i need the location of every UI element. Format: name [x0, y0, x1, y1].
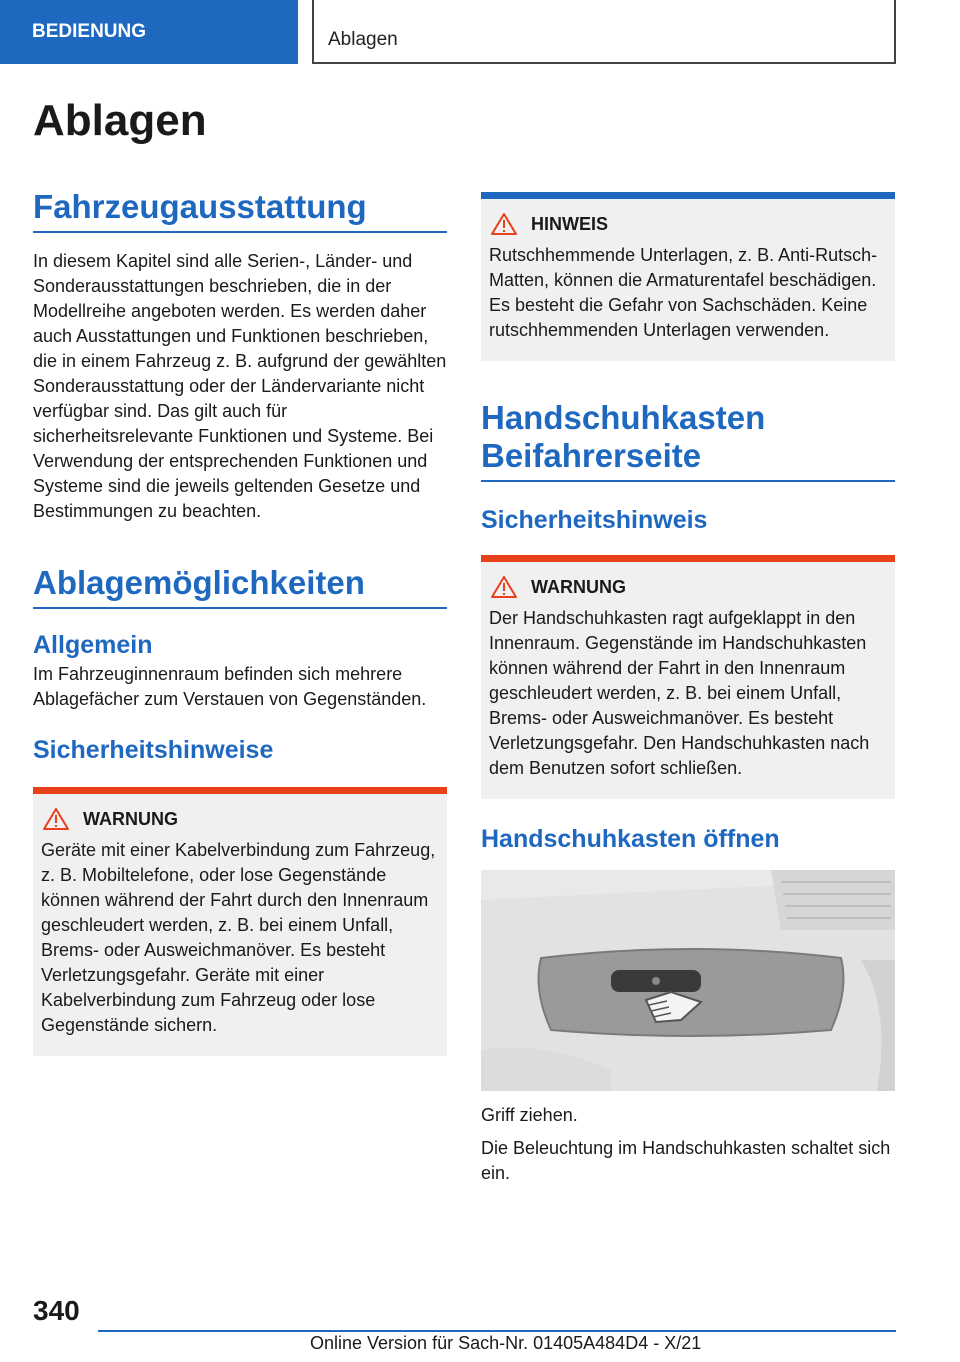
header-section-tab: BEDIENUNG — [0, 0, 298, 64]
paragraph-allgemein: Im Fahrzeuginnenraum befinden sich mehrere Ablagefächer zum Verstauen von Gegenständen. — [33, 664, 427, 709]
footer-online-version: Online Version für Sach-Nr. 01405A484D4 - X/21 — [310, 1333, 702, 1353]
page-title: Ablagen — [33, 96, 207, 145]
warning-box-title — [41, 808, 439, 830]
paragraph-griff-ziehen: Griff ziehen. — [481, 1105, 578, 1125]
paragraph-fahrzeugausstattung: In diesem Kapitel sind alle Serien-, Länder- und Sonderausstattungen beschrieben, die in der Modellreihe angeboten werden. Es werden daher auch Ausstattungen und Funktionen beschrieben, die in einem Fahrzeug z. B. aufgrund der gewählten Sonderausstattung oder der Ländervariante nicht verfügbar sind. Das gilt auch für sicherheitsrelevante Funktionen und Systeme. Bei Verwendung der entsprechenden Funktionen und Systeme sind die jeweils geltenden Gesetze und Bestimmungen zu beachten. — [33, 251, 447, 521]
warning-title-text: WARNUNG — [83, 808, 178, 829]
left-column — [33, 188, 447, 1056]
heading-handschuhkasten-line1: Handschuhkasten — [481, 399, 766, 436]
warning-title-text: WARNUNG — [531, 576, 626, 597]
heading-ablagemoeglichkeiten: Ablagemöglichkeiten — [33, 564, 447, 609]
paragraph-beleuchtung: Die Beleuchtung im Handschuhkasten schaltet sich ein. — [481, 1138, 891, 1183]
heading-sicherheitshinweise: Sicherheitshinweise — [33, 736, 274, 764]
warning-box — [33, 787, 447, 1056]
note-box — [481, 192, 895, 361]
warning-text: Geräte mit einer Kabelverbindung zum Fahrzeug, z. B. Mobiltelefone, oder lose Gegenstände können während der Fahrt durch den Innenraum geschleudert werden, z. B. bei einem Unfall, Brems- oder Ausweichmanöver. Es besteht Verletzungsgefahr. Geräte mit einer Kabelverbindung zum Fahrzeug oder lose Gegenstände sichern. — [41, 840, 436, 1035]
note-text: Rutschhemmende Unterlagen, z. B. Anti-Rutsch-Matten, können die Armaturentafel beschädigen. Es besteht die Gefahr von Sachschäden. Keine rutschhemmenden Unterlagen verwenden. — [489, 245, 878, 340]
heading-fahrzeugausstattung: Fahrzeugausstattung — [33, 188, 447, 233]
heading-allgemein: Allgemein — [33, 631, 153, 659]
note-title-text: HINWEIS — [531, 213, 609, 234]
glovebox-hand-pull-illustration — [481, 870, 895, 1091]
page-number: 340 — [33, 1295, 80, 1326]
warning-triangle-icon — [43, 808, 69, 830]
warning-text: Der Handschuhkasten ragt aufgeklappt in den Innenraum. Gegenstände im Handschuhkasten können während der Fahrt in den Innenraum geschleudert werden, z. B. bei einem Unfall, Brems- oder Ausweichmanöver. Es besteht Verletzungsgefahr. Den Handschuhkasten nach dem Benutzen sofort schließen. — [489, 608, 870, 778]
heading-handschuhkasten-beifahrerseite — [481, 399, 895, 482]
heading-handschuhkasten-oeffnen: Handschuhkasten öffnen — [481, 825, 780, 853]
heading-handschuhkasten-line2: Beifahrerseite — [481, 437, 702, 474]
warning-box-handschuhkasten — [481, 555, 895, 799]
header-chapter-tab: Ablagen — [312, 0, 896, 64]
note-box-title — [489, 213, 887, 235]
warning-triangle-icon — [491, 213, 517, 235]
heading-sicherheitshinweis: Sicherheitshinweis — [481, 506, 708, 534]
footer-rule — [98, 1330, 896, 1332]
warning-triangle-icon — [491, 576, 517, 598]
right-column — [481, 192, 895, 1186]
warning-box-title — [489, 576, 887, 598]
